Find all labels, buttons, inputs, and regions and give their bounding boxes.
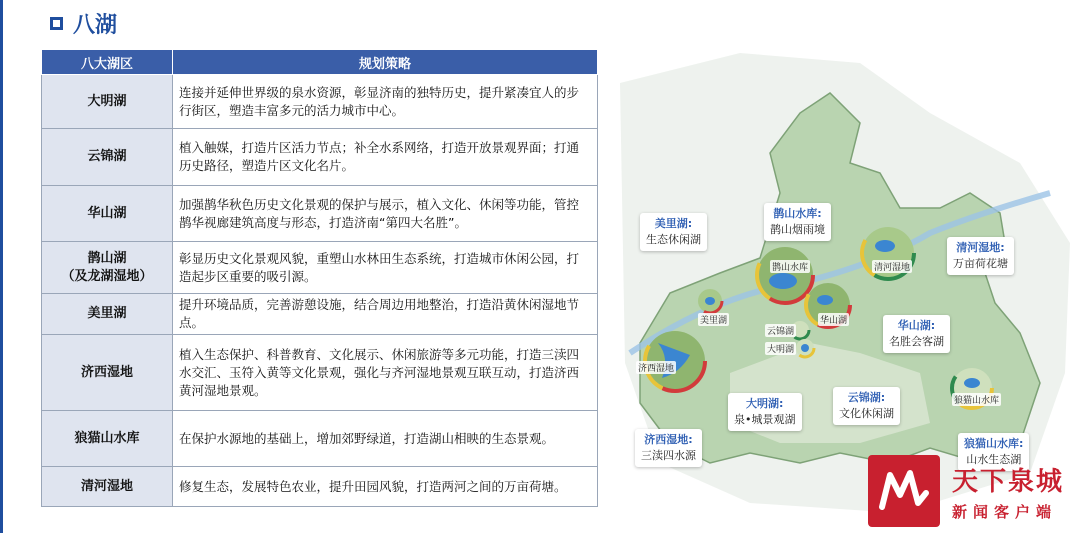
lake-name: 济西湿地 [42,335,173,411]
column-header-strategy: 规划策略 [173,50,598,75]
column-header-lake: 八大湖区 [42,50,173,75]
callout-yunjin [833,387,900,425]
lake-name: 清河湿地 [42,467,173,507]
callout-title: 清河湿地: [956,241,1005,254]
callout-subtitle: 三渎四水源 [641,449,696,462]
table-row [42,75,598,129]
table-row [42,186,598,242]
lake-marker-daming [796,339,814,357]
map-tag-jixi: 济西湿地 [636,361,676,374]
lake-strategy: 加强鹊华秋色历史文化景观的保护与展示，植入文化、休闲等功能，管控鹊华视廊建筑高度与形态，打造济南“第四大名胜”。 [173,186,598,242]
lake-strategy: 植入生态保护、科普教育、文化展示、休闲旅游等多元功能，打造三渎四水交汇、玉符入黄等文化景观，强化与齐河湿地景观互联互动，打造济西黄河湿地景观。 [173,335,598,411]
lake-marker-queshan [757,247,813,303]
watermark-brand-name: 天下泉城 [952,467,1065,497]
callout-subtitle: 生态休闲湖 [646,233,701,246]
callout-daming [728,393,802,431]
lake-strategy: 彰显历史文化景观风貌，重塑山水林田生态系统，打造城市休闲公园，打造起步区重要的吸引源。 [173,242,598,294]
callout-jixi [635,429,702,467]
table-row [42,129,598,186]
callout-title: 狼猫山水库: [964,437,1024,450]
watermark-brand-subtitle: 新闻客户端 [952,503,1058,521]
callout-title: 济西湿地: [644,433,693,446]
map-tag-meili: 美里湖 [698,313,729,326]
lake-name: 大明湖 [42,75,173,129]
map-tag-yunjin: 云锦湖 [765,324,796,337]
brand-logo-mark [876,463,932,519]
callout-title: 鹊山水库: [773,207,822,220]
lake-name: 云锦湖 [42,129,173,186]
lake-strategy: 在保护水源地的基础上，增加郊野绿道，打造湖山相映的生态景观。 [173,411,598,467]
lake-name: 鹊山湖 （及龙湖湿地） [42,242,173,294]
lake-name: 美里湖 [42,294,173,335]
callout-huashan [883,315,950,353]
map-tag-huashan: 华山湖 [818,313,849,326]
callout-title: 云锦湖: [847,391,886,404]
lake-strategy: 连接并延伸世界级的泉水资源，彰显济南的独特历史，提升紧凑宜人的步行街区，塑造丰富多元的活力城市中心。 [173,75,598,129]
map-tag-daming: 大明湖 [765,342,796,355]
lake-strategy: 植入触媒，打造片区活力节点；补全水系网络，打造开放景观界面；打通历史路径，塑造片区文化名片。 [173,129,598,186]
map-tag-queshan: 鹊山水库 [770,260,810,273]
callout-meili [640,213,707,251]
table-row [42,467,598,507]
map-tag-langmaoshan: 狼猫山水库 [952,393,1001,406]
lake-strategy: 修复生态，发展特色农业，提升田园风貌，打造两河之间的万亩荷塘。 [173,467,598,507]
callout-qinghe [947,237,1014,275]
page-title [50,8,117,39]
callout-subtitle: 万亩荷花塘 [953,257,1008,270]
brand-logo-icon [868,455,940,527]
map-tag-qinghe: 清河湿地 [872,260,912,273]
table-row [42,294,598,335]
table-row [42,335,598,411]
table-row [42,242,598,294]
square-bullet-icon [50,17,63,30]
lake-marker-meili [698,289,722,313]
callout-subtitle: 名胜会客湖 [889,335,944,348]
lake-strategy: 提升环境品质，完善游憩设施，结合周边用地整治，打造沿黄休闲湿地节点。 [173,294,598,335]
left-accent-bar [0,0,3,533]
callout-queshan [764,203,831,241]
callout-subtitle: 泉•城景观湖 [734,413,796,426]
callout-subtitle: 山水生态湖 [966,453,1022,466]
lake-strategy-table [41,49,598,507]
lake-name: 狼猫山水库 [42,411,173,467]
news-client-watermark [868,455,1080,533]
page-title-text: 八湖 [73,13,118,38]
callout-subtitle: 鹊山烟雨境 [770,223,825,236]
callout-title: 华山湖: [897,319,936,332]
callout-title: 大明湖: [746,397,784,410]
lake-name: 华山湖 [42,186,173,242]
table-row [42,411,598,467]
callout-title: 美里湖: [654,217,693,230]
callout-subtitle: 文化休闲湖 [839,407,894,420]
table-header-row [42,50,598,75]
